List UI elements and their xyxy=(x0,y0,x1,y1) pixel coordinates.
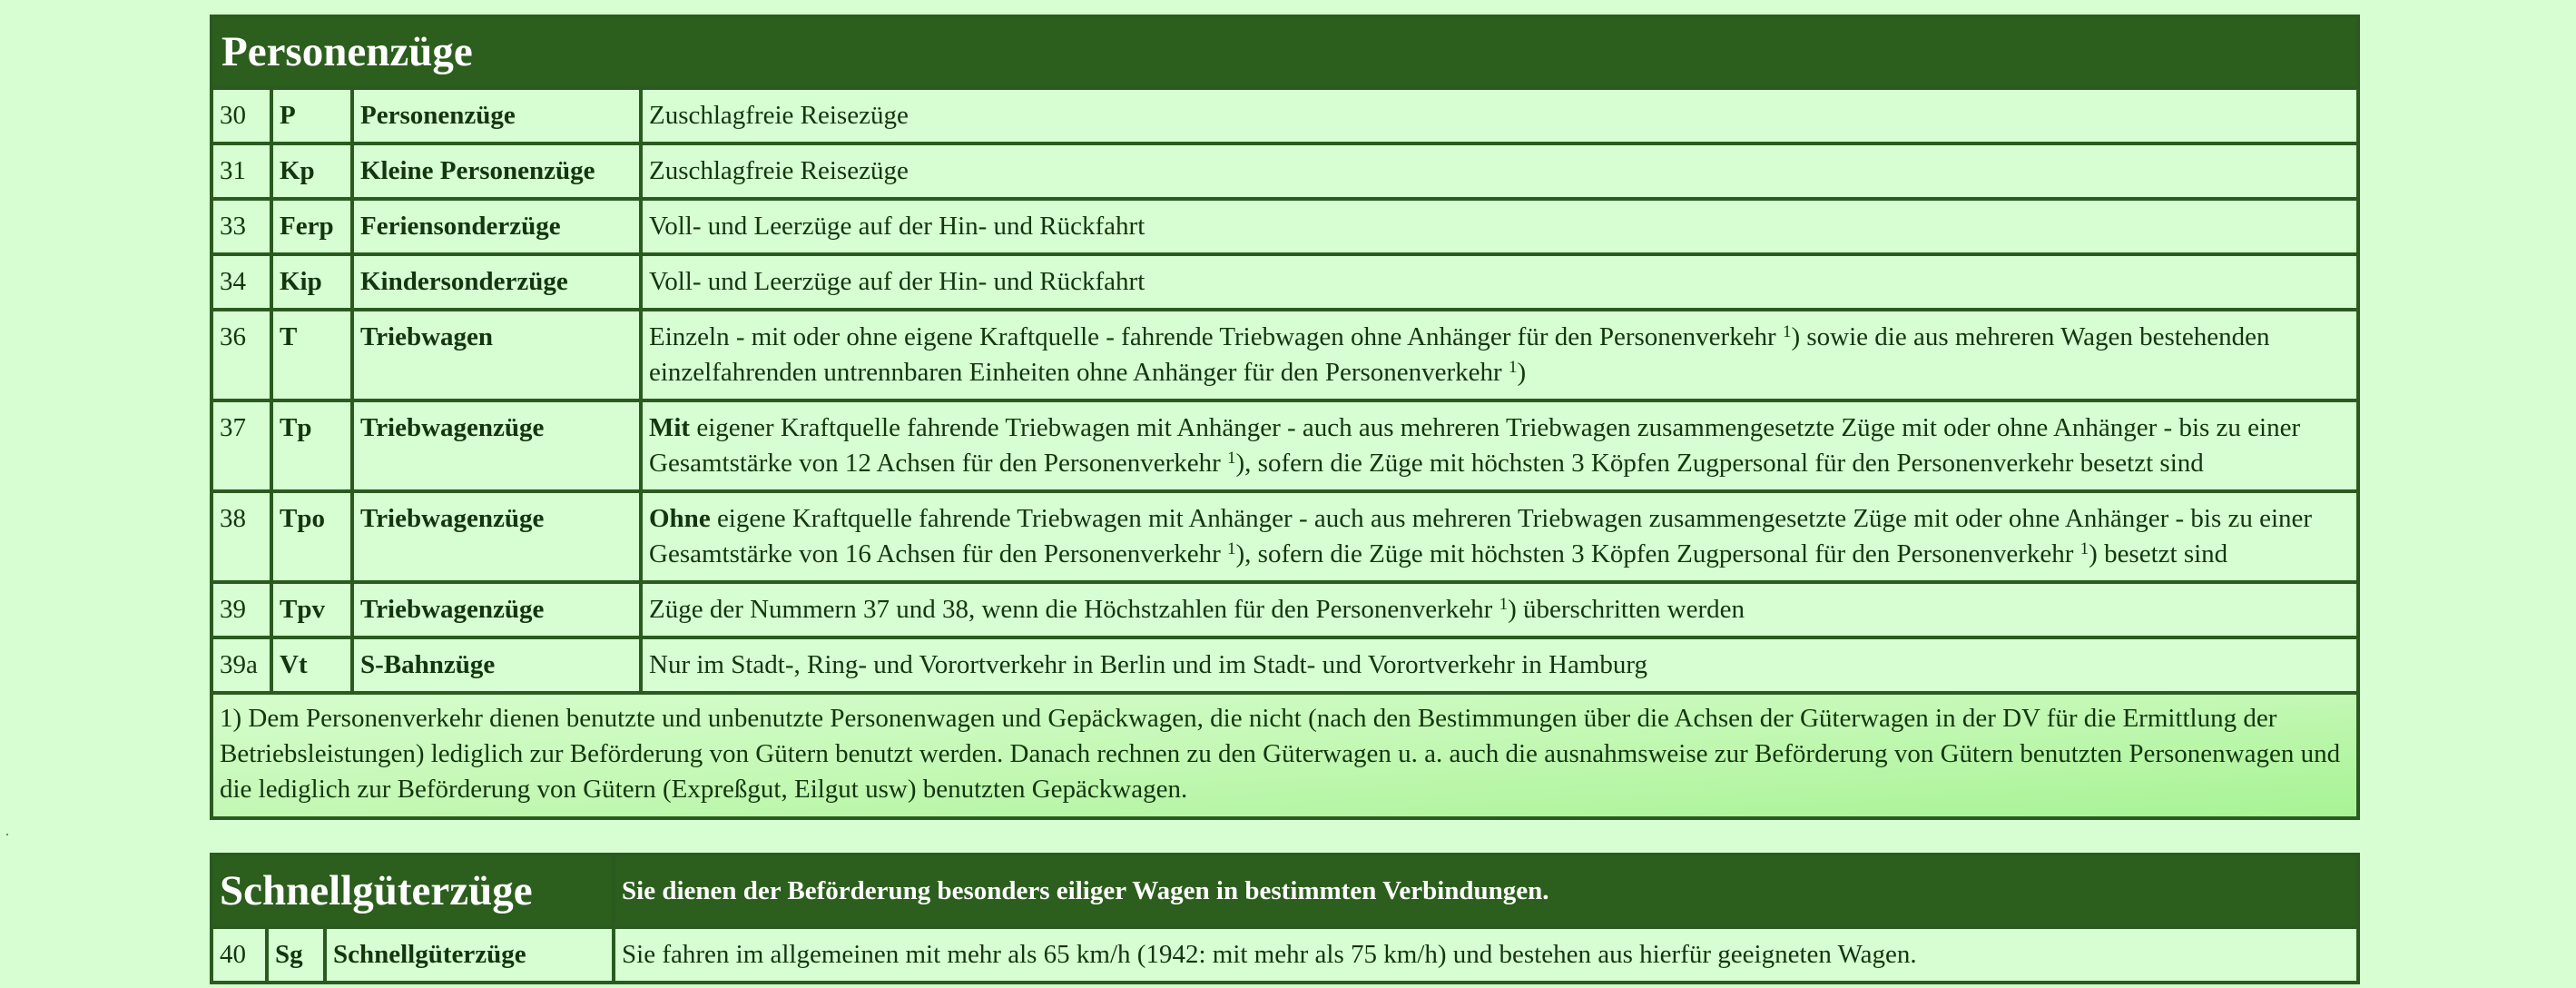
footnote-marker: 1 xyxy=(1508,358,1518,377)
row-number: 38 xyxy=(211,491,271,582)
row-description xyxy=(641,582,2358,637)
row-code: Ferp xyxy=(271,199,352,254)
description-text: ) besetzt sind xyxy=(2089,539,2228,568)
row-code: Kp xyxy=(271,143,352,199)
table-row xyxy=(211,927,2358,983)
row-code: Tpv xyxy=(271,582,352,637)
footnote-marker: 1 xyxy=(2079,539,2089,558)
emphasis-text: Mit xyxy=(649,413,691,442)
row-code: Tp xyxy=(271,400,352,491)
row-name: Personenzüge xyxy=(352,88,641,143)
row-name: Kindersonderzüge xyxy=(352,254,641,310)
row-code: T xyxy=(271,310,352,400)
row-number: 34 xyxy=(211,254,271,310)
row-number: 37 xyxy=(211,400,271,491)
description-text: ), sofern die Züge mit höchsten 3 Köpfen Zugpersonal für den Personenverkehr besetzt sind xyxy=(1235,449,2204,478)
row-description xyxy=(641,400,2358,491)
row-name: Schnellgüterzüge xyxy=(325,927,614,983)
row-number: 33 xyxy=(211,199,271,254)
schnellgueterzuege-table xyxy=(210,853,2360,984)
section-title: Personenzüge xyxy=(211,16,2358,88)
description-text: ) sowie die aus mehreren Wagen bestehenden einzelfahrenden untrennbaren Einheiten ohne Anhänger für den Personenverkehr xyxy=(649,322,2270,387)
table-row xyxy=(211,310,2358,400)
description-text: Züge der Nummern 37 und 38, wenn die Höchstzahlen für den Personenverkehr xyxy=(649,595,1499,624)
footnote: 1) Dem Personenverkehr dienen benutzte und unbenutzte Personenwagen und Gepäckwagen, die nicht (nach den Bestimmungen über die Achsen der Güterwagen in der DV für die Ermittlung der Betriebsleistungen) lediglich zur Beförderung von Gütern benutzt werden. Danach rechnen zu den Güterwagen u. a. auch die ausnahmsweise zur Beförderung von Gütern benutzten Personenwagen und die lediglich zur Beförderung von Gütern (Expreßgut, Eilgut usw) benutzten Gepäckwagen. xyxy=(211,693,2358,818)
row-description xyxy=(641,310,2358,400)
row-name: Triebwagenzüge xyxy=(352,400,641,491)
description-text: ), sofern die Züge mit höchsten 3 Köpfen Zugpersonal für den Personenverkehr xyxy=(1235,539,2080,568)
row-description: Zuschlagfreie Reisezüge xyxy=(641,143,2358,199)
footnote-marker: 1 xyxy=(1227,449,1236,468)
row-name: Triebwagenzüge xyxy=(352,582,641,637)
row-code: Tpo xyxy=(271,491,352,582)
row-code: Sg xyxy=(267,927,325,983)
table-row xyxy=(211,199,2358,254)
row-number: 39 xyxy=(211,582,271,637)
description-text: eigener Kraftquelle fahrende Triebwagen mit Anhänger - auch aus mehreren Triebwagen zusammengesetzte Züge mit oder ohne Anhänger - bis zu einer Gesamtstärke von 12 Achsen für den Personenverkehr xyxy=(649,413,2301,478)
table-row xyxy=(211,400,2358,491)
row-description xyxy=(641,491,2358,582)
row-description: Nur im Stadt-, Ring- und Vorortverkehr in Berlin und im Stadt- und Vorortverkehr in Hamburg xyxy=(641,637,2358,693)
footnote-marker: 1 xyxy=(1782,322,1792,341)
row-name: S-Bahnzüge xyxy=(352,637,641,693)
emphasis-text: Ohne xyxy=(649,504,711,533)
row-name: Triebwagen xyxy=(352,310,641,400)
table-row xyxy=(211,88,2358,143)
row-code: P xyxy=(271,88,352,143)
row-number: 30 xyxy=(211,88,271,143)
description-text: ) überschritten werden xyxy=(1508,595,1745,624)
description-text: ) xyxy=(1517,358,1527,387)
row-code: Kip xyxy=(271,254,352,310)
description-text: Einzeln - mit oder ohne eigene Kraftquelle - fahrende Triebwagen ohne Anhänger für den Personenverkehr xyxy=(649,322,1783,351)
row-description: Sie fahren im allgemeinen mit mehr als 65 km/h (1942: mit mehr als 75 km/h) und bestehen aus hierfür geeigneten Wagen. xyxy=(614,927,2358,983)
stray-dot xyxy=(6,834,8,835)
personenzuege-table xyxy=(210,15,2360,820)
section-title: Schnellgüterzüge xyxy=(211,855,614,927)
row-number: 39a xyxy=(211,637,271,693)
row-description: Voll- und Leerzüge auf der Hin- und Rückfahrt xyxy=(641,199,2358,254)
table-row xyxy=(211,254,2358,310)
row-description: Zuschlagfreie Reisezüge xyxy=(641,88,2358,143)
row-code: Vt xyxy=(271,637,352,693)
row-name: Feriensonderzüge xyxy=(352,199,641,254)
description-text: eigene Kraftquelle fahrende Triebwagen mit Anhänger - auch aus mehreren Triebwagen zusammengesetzte Züge mit oder ohne Anhänger - bis zu einer Gesamtstärke von 16 Achsen für den Personenverkehr xyxy=(649,504,2313,568)
table-row xyxy=(211,637,2358,693)
footnote-marker: 1 xyxy=(1499,595,1509,614)
row-name: Kleine Personenzüge xyxy=(352,143,641,199)
table-row xyxy=(211,491,2358,582)
table-row xyxy=(211,582,2358,637)
footnote-marker: 1 xyxy=(1227,539,1236,558)
row-description: Voll- und Leerzüge auf der Hin- und Rückfahrt xyxy=(641,254,2358,310)
row-number: 40 xyxy=(211,927,267,983)
row-number: 36 xyxy=(211,310,271,400)
row-name: Triebwagenzüge xyxy=(352,491,641,582)
table-row xyxy=(211,143,2358,199)
row-number: 31 xyxy=(211,143,271,199)
section-subtitle: Sie dienen der Beförderung besonders eiliger Wagen in bestimmten Verbindungen. xyxy=(614,855,2358,927)
